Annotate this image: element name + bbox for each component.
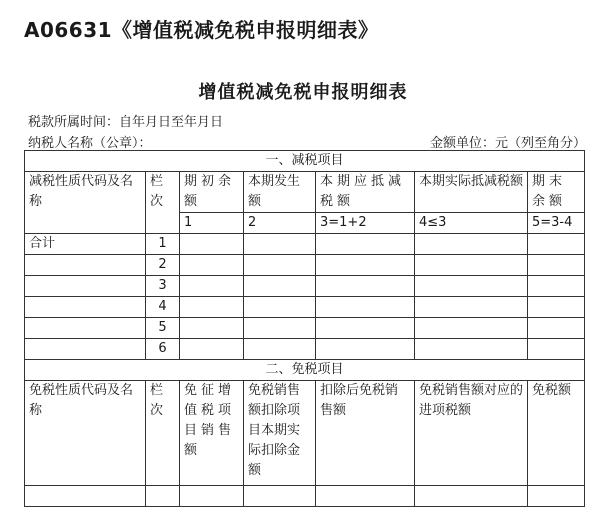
exemption-header-net-exempt-sales: 扣除后免税销售额 (316, 381, 415, 486)
amount-cell[interactable] (244, 339, 316, 360)
amount-cell[interactable] (528, 318, 585, 339)
table-row (25, 297, 585, 318)
row-line-number: 4 (146, 297, 180, 318)
amount-cell[interactable] (415, 276, 528, 297)
row-name-cell[interactable] (25, 276, 146, 297)
amount-cell[interactable] (528, 234, 585, 255)
reduction-header-code-name: 减税性质代码及名称 (25, 172, 146, 234)
amount-cell[interactable] (415, 318, 528, 339)
amount-cell[interactable] (415, 339, 528, 360)
exemption-header-actual-deduction: 免税销售额扣除项目本期实际扣除金额 (244, 381, 316, 486)
amount-cell[interactable] (528, 339, 585, 360)
tax-period: 税款所属时间：自年月日至年月日 (28, 115, 224, 130)
row-line-number: 6 (146, 339, 180, 360)
formula-cell (244, 486, 316, 507)
amount-cell[interactable] (415, 255, 528, 276)
exemption-header-line: 栏次 (146, 381, 180, 486)
amount-cell[interactable] (316, 255, 415, 276)
amount-cell[interactable] (180, 255, 244, 276)
formula-cell (528, 486, 585, 507)
exemption-header-exempt-tax: 免税额 (528, 381, 585, 486)
amount-cell[interactable] (528, 297, 585, 318)
exemption-header-input-tax: 免税销售额对应的进项税额 (415, 381, 528, 486)
table-row (25, 234, 585, 255)
amount-cell[interactable] (316, 339, 415, 360)
amount-cell[interactable] (180, 318, 244, 339)
amount-cell[interactable] (415, 297, 528, 318)
taxpayer-name-label: 纳税人名称（公章）： (28, 136, 152, 151)
amount-unit-label: 金额单位：元（列至角分） (429, 136, 586, 151)
row-line-number: 3 (146, 276, 180, 297)
reduction-header-row (25, 172, 585, 213)
formula-cell (25, 486, 146, 507)
table-row (25, 339, 585, 360)
row-name-cell[interactable] (25, 255, 146, 276)
formula-cell: 3=1+2 (316, 213, 415, 234)
amount-cell[interactable] (244, 234, 316, 255)
section-header-exemption (25, 360, 585, 381)
table-row (25, 255, 585, 276)
amount-cell[interactable] (316, 234, 415, 255)
exemption-header-row (25, 381, 585, 486)
amount-cell[interactable] (180, 276, 244, 297)
row-name-cell[interactable] (25, 297, 146, 318)
section-header-reduction (25, 151, 585, 172)
exemption-header-code-name: 免税性质代码及名称 (25, 381, 146, 486)
amount-cell[interactable] (244, 255, 316, 276)
row-line-number: 1 (146, 234, 180, 255)
reduction-header-opening-balance: 期初余额 (180, 172, 244, 213)
exemption-formula-row (25, 486, 585, 507)
amount-cell[interactable] (316, 297, 415, 318)
row-line-number: 5 (146, 318, 180, 339)
amount-cell[interactable] (316, 276, 415, 297)
reduction-header-line: 栏次 (146, 172, 180, 234)
exemption-header-exempt-sales: 免征增值税项目销售额 (180, 381, 244, 486)
formula-cell: 2 (244, 213, 316, 234)
reduction-section-title: 一、减税项目 (25, 151, 585, 172)
row-name-cell[interactable] (25, 318, 146, 339)
row-name-cell[interactable]: 合计 (25, 234, 146, 255)
amount-cell[interactable] (415, 234, 528, 255)
reduction-header-deductible-tax: 本期应抵减税额 (316, 172, 415, 213)
exemption-section-title: 二、免税项目 (25, 360, 585, 381)
amount-cell[interactable] (180, 339, 244, 360)
reduction-header-current-amount: 本期发生额 (244, 172, 316, 213)
amount-cell[interactable] (316, 318, 415, 339)
amount-cell[interactable] (528, 255, 585, 276)
formula-cell: 4≤3 (415, 213, 528, 234)
reduction-header-closing-balance: 期末余额 (528, 172, 585, 213)
table-row (25, 318, 585, 339)
formula-cell (146, 486, 180, 507)
formula-cell (180, 486, 244, 507)
formula-cell: 1 (180, 213, 244, 234)
formula-cell (415, 486, 528, 507)
amount-cell[interactable] (244, 297, 316, 318)
reduction-header-actual-deduction: 本期实际抵减税额 (415, 172, 528, 213)
formula-cell (316, 486, 415, 507)
document-code-title: A06631《增值税减免税申报明细表》 (24, 18, 379, 42)
row-name-cell[interactable] (25, 339, 146, 360)
amount-cell[interactable] (180, 297, 244, 318)
amount-cell[interactable] (244, 276, 316, 297)
amount-cell[interactable] (528, 276, 585, 297)
amount-cell[interactable] (244, 318, 316, 339)
page-title: 增值税减免税申报明细表 (198, 82, 408, 103)
table-row (25, 276, 585, 297)
amount-cell[interactable] (180, 234, 244, 255)
declaration-table (24, 150, 585, 507)
formula-cell: 5=3-4 (528, 213, 585, 234)
row-line-number: 2 (146, 255, 180, 276)
